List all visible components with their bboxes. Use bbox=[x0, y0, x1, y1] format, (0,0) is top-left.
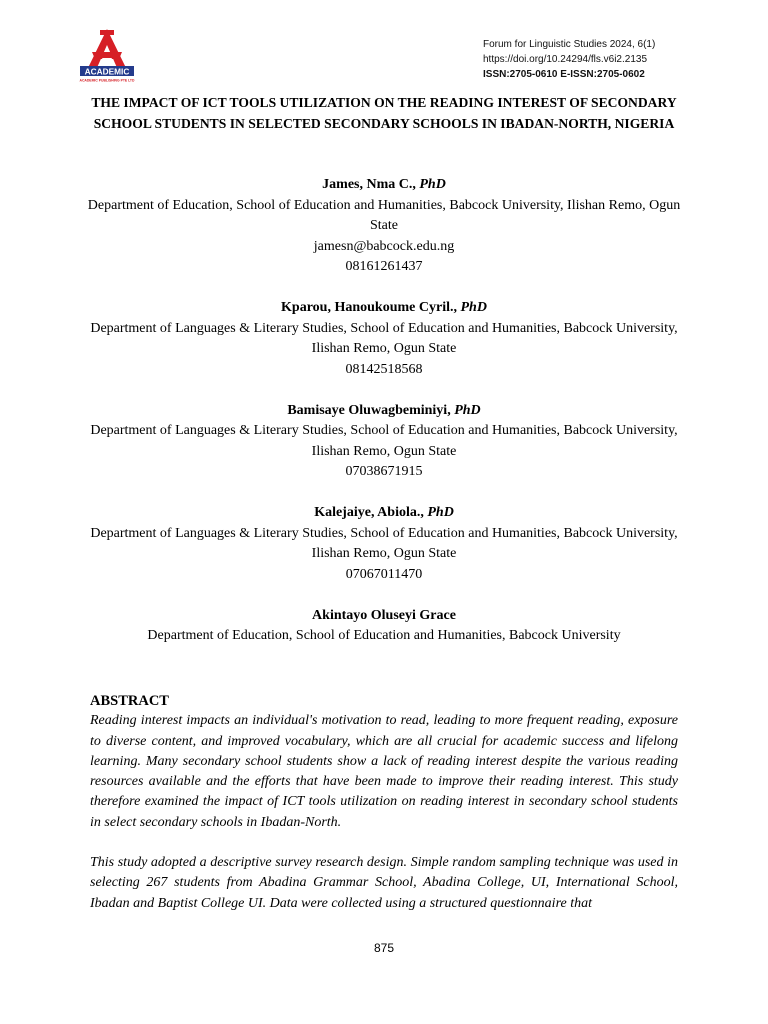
paper-title: THE IMPACT OF ICT TOOLS UTILIZATION ON THE READING INTEREST OF SECONDARY SCHOOL STUDENTS IN SELECTED SECONDARY SCHOOLS IN IBADAN-NORTH, NIGERIA bbox=[91, 95, 677, 131]
author-list bbox=[86, 175, 682, 667]
author-phone: 07067011470 bbox=[345, 566, 423, 582]
author-block bbox=[86, 298, 682, 380]
author-name: Kalejaiye, Abiola., PhD bbox=[314, 505, 454, 520]
author-phone: 07038671915 bbox=[345, 464, 423, 479]
journal-citation: Forum for Linguistic Studies 2024, 6(1) bbox=[483, 39, 656, 50]
author-block bbox=[86, 503, 682, 585]
author-name: Akintayo Oluseyi Grace bbox=[312, 607, 456, 623]
academic-publishing-logo bbox=[78, 26, 136, 84]
author-affiliation: Department of Education, School of Education and Humanities, Babcock University bbox=[147, 628, 621, 643]
author-affiliation: Department of Languages & Literary Studies, School of Education and Humanities, Babcock University, Ilishan Remo, Ogun State bbox=[90, 320, 678, 356]
author-block bbox=[86, 401, 682, 483]
logo-text: ACADEMIC bbox=[84, 66, 130, 77]
journal-doi[interactable]: https://doi.org/10.24294/fls.v6i2.2135 bbox=[483, 54, 648, 65]
author-affiliation: Department of Languages & Literary Studies, School of Education and Humanities, Babcock University, Ilishan Remo, Ogun State bbox=[90, 525, 678, 561]
author-name: Kparou, Hanoukoume Cyril., PhD bbox=[281, 300, 487, 315]
author-degree: PhD bbox=[427, 505, 454, 520]
journal-issn: ISSN:2705-0610 E-ISSN:2705-0602 bbox=[483, 69, 645, 80]
author-name: James, Nma C., PhD bbox=[322, 177, 446, 192]
abstract-paragraph: This study adopted a descriptive survey research design. Simple random sampling technique was used in selecting 267 students from Abadina Grammar School, Abadina College, UI, International School, Ibadan and Baptist College UI. Data were collected using a structured questionnaire that bbox=[90, 855, 678, 911]
abstract-section bbox=[90, 691, 678, 914]
author-degree: PhD bbox=[454, 402, 481, 418]
author-name: Bamisaye Oluwagbeminiyi, PhD bbox=[287, 402, 481, 418]
author-email[interactable]: jamesn@babcock.edu.ng bbox=[313, 238, 455, 254]
abstract-paragraph: Reading interest impacts an individual's motivation to read, leading to more frequent reading, exposure to diverse content, and improved vocabulary, which are all crucial for academic success and lifelong learning. Many secondary school students show a lack of reading interest despite the various reading resources available and the efforts that have been made to improve their reading interest. This study therefore examined the impact of ICT tools utilization on reading interest in secondary school students in select secondary schools in Ibadan-North. bbox=[90, 713, 678, 830]
author-affiliation: Department of Languages & Literary Studies, School of Education and Humanities, Babcock University, Ilishan Remo, Ogun State bbox=[90, 423, 678, 459]
author-phone: 08161261437 bbox=[345, 259, 423, 274]
author-degree: PhD bbox=[460, 300, 487, 315]
author-block bbox=[86, 606, 682, 647]
author-block bbox=[86, 175, 682, 278]
author-affiliation: Department of Education, School of Education and Humanities, Babcock University, Ilishan Remo, Ogun State bbox=[87, 197, 681, 233]
logo-subtext: ACADEMIC PUBLISHING PTE LTD bbox=[79, 78, 135, 83]
author-degree: PhD bbox=[419, 177, 446, 192]
abstract-heading: ABSTRACT bbox=[90, 693, 169, 709]
page-number: 875 bbox=[373, 941, 395, 955]
author-phone: 08142518568 bbox=[345, 361, 423, 377]
journal-header bbox=[483, 37, 753, 82]
